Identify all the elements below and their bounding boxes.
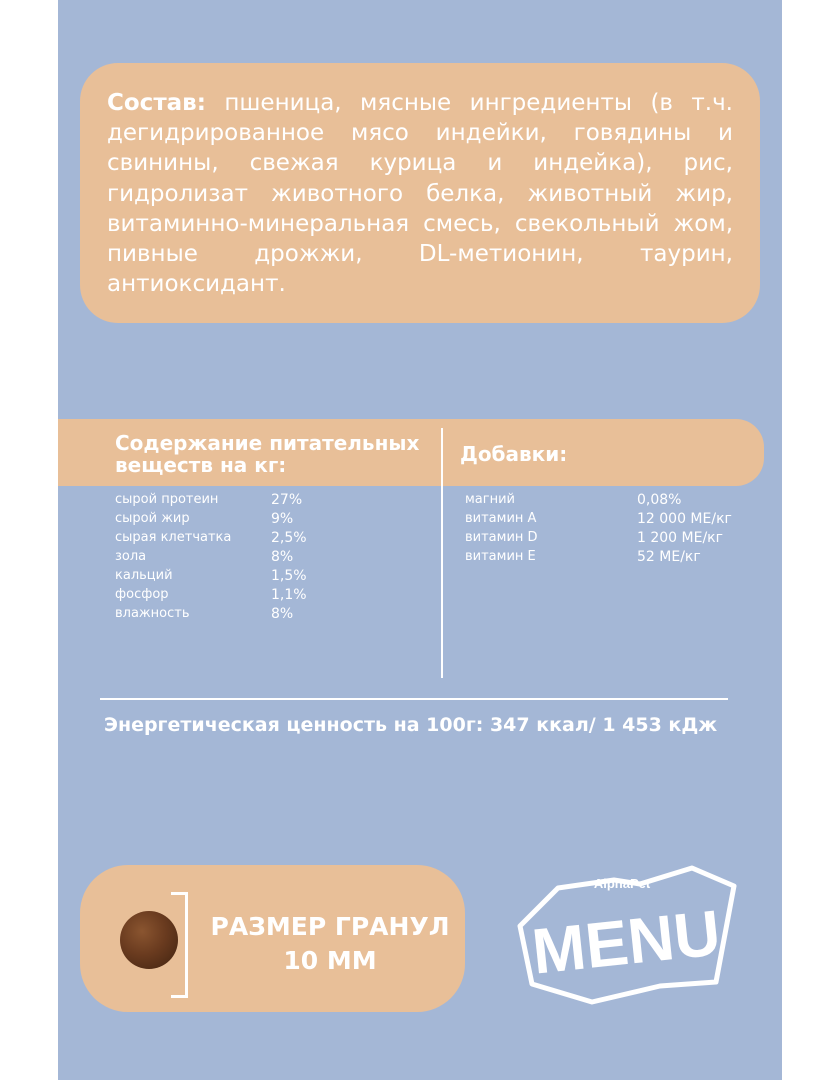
nutrient-row [115,549,435,568]
composition-ingredients: пшеница, мясные ингредиенты (в т.ч. дегидрированное мясо индейки, говядины и свинины, свежая курица и индейка), рис, гидролизат животного белка, животный жир, витаминно-минеральная смесь, свекольный жом, пивные дрожжи, DL-метионин, таурин, антиоксидант. [107,90,733,298]
nutrient-name: сырой жир [115,511,190,526]
nutrient-name: зола [115,549,147,564]
nutrient-value: 27% [271,492,303,508]
nutrient-row [115,511,435,530]
pellet-icon [120,911,178,969]
additive-row [465,492,755,511]
nutrient-row [115,606,435,625]
additive-name: витамин A [465,511,537,526]
nutrient-value: 2,5% [271,530,307,546]
energy-value: Энергетическая ценность на 100г: 347 ккал/ 1 453 кДж [104,714,718,736]
composition-text [107,88,733,299]
additive-value: 52 МЕ/кг [637,549,701,565]
granule-size-text [205,910,455,978]
nutrient-row [115,530,435,549]
nutrient-value: 8% [271,549,294,565]
additive-name: витамин E [465,549,536,564]
column-divider [441,428,443,678]
logo-brand: AlphaPet [593,876,651,891]
composition-label: Состав: [107,90,206,116]
nutrient-name: кальций [115,568,173,583]
nutrients-title: Содержание питательных веществ на кг: [115,431,420,477]
additives-title: Добавки: [460,442,568,466]
granule-size-value: 10 ММ [283,946,377,975]
nutrient-value: 9% [271,511,294,527]
additive-value: 1 200 МЕ/кг [637,530,723,546]
additive-row [465,530,755,549]
additive-value: 12 000 МЕ/кг [637,511,732,527]
nutrient-name: влажность [115,606,190,621]
additive-row [465,511,755,530]
nutrient-name: фосфор [115,587,169,602]
nutrient-row [115,568,435,587]
alphapet-menu-logo-icon [510,860,750,1010]
logo-word: MENU [528,896,724,988]
section-divider [100,698,728,700]
additive-value: 0,08% [637,492,682,508]
nutrient-value: 8% [271,606,294,622]
nutrient-name: сырая клетчатка [115,530,232,545]
additive-name: магний [465,492,516,507]
nutrient-row [115,587,435,606]
nutrient-row [115,492,435,511]
nutrient-value: 1,5% [271,568,307,584]
additive-name: витамин D [465,530,538,545]
granule-size-label: РАЗМЕР ГРАНУЛ [210,912,450,941]
additive-row [465,549,755,568]
size-bracket-icon [171,892,188,998]
nutrient-name: сырой протеин [115,492,219,507]
nutrient-value: 1,1% [271,587,307,603]
